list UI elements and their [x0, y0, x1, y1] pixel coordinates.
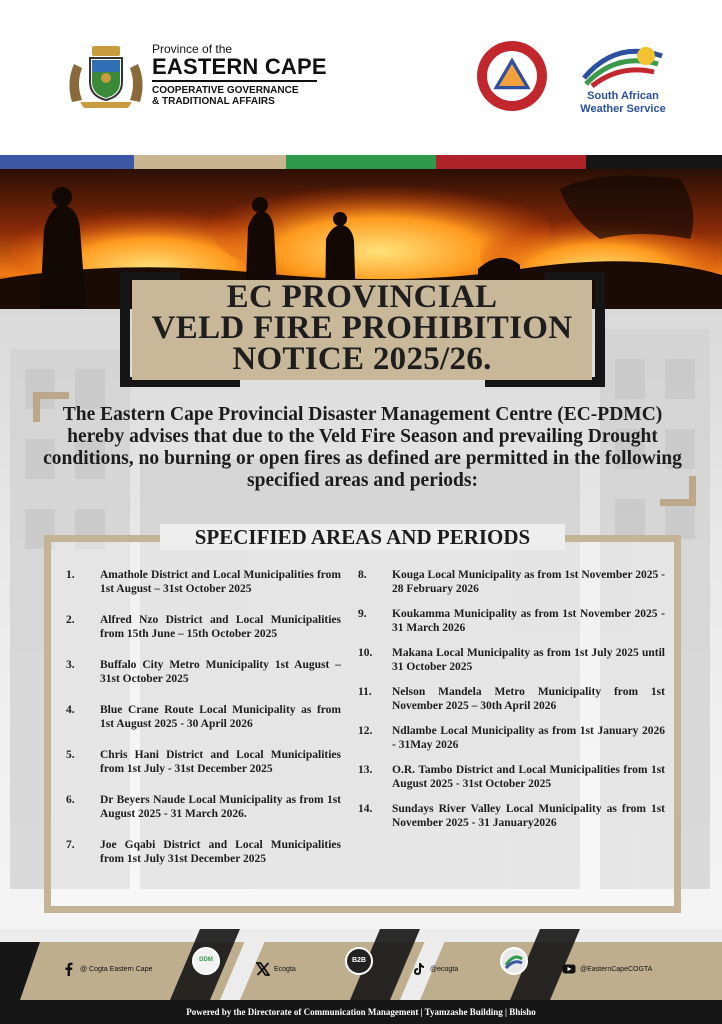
area-item: [358, 646, 665, 685]
area-text: Sundays River Valley Local Municipality as from 1st November 2025 - 31 January2026: [392, 803, 665, 829]
area-item: [358, 685, 665, 724]
area-text: Kouga Local Municipality as from 1st November 2025 - 28 February 2026: [392, 569, 665, 595]
title-line-1: EC PROVINCIAL: [226, 279, 498, 315]
footer: [0, 929, 722, 1024]
saws-name: [576, 90, 670, 116]
powered-by-bar: Powered by the Directorate of Communication Management | Tyamzashe Building | Bhisho: [0, 1000, 722, 1024]
youtube-link[interactable]: [562, 949, 652, 989]
tiktok-handle: @ecogta: [430, 965, 459, 973]
area-text: Dr Beyers Naude Local Municipality as from 1st August 2025 - 31 March 2026.: [100, 794, 341, 820]
saws-line-2: Weather Service: [580, 103, 666, 115]
areas-column-left: [66, 568, 341, 883]
intro-paragraph: The Eastern Cape Provincial Disaster Management Centre (EC-PDMC) hereby advises that due to the Veld Fire Season and prevailing Drought conditions, no burning or open fires as defined are permitted in the following specified areas and periods:: [43, 404, 682, 491]
b2b-logo: [345, 947, 373, 975]
area-number: 10.: [358, 647, 373, 659]
area-item: [66, 658, 341, 703]
color-segment: [286, 155, 436, 169]
area-text: Blue Crane Route Local Municipality as from 1st August 2025 - 30 April 2026: [100, 704, 341, 730]
saws-logo: [576, 38, 670, 120]
area-number: 5.: [66, 749, 75, 761]
area-number: 7.: [66, 839, 75, 851]
b2b-label: B2B: [351, 957, 366, 964]
province-name: EASTERN CAPE: [152, 54, 327, 79]
area-number: 6.: [66, 794, 75, 806]
area-item: [358, 763, 665, 802]
area-text: Nelson Mandela Metro Municipality from 1st November 2025 – 30th April 2026: [392, 686, 665, 712]
x-handle: Ecogta: [274, 965, 296, 973]
color-segment: [586, 155, 722, 169]
ddm-logo: [192, 947, 220, 975]
tiktok-icon: [412, 962, 426, 976]
area-number: 9.: [358, 608, 367, 620]
area-number: 14.: [358, 803, 373, 815]
area-text: Koukamma Municipality as from 1st November 2025 - 31 March 2026: [392, 608, 665, 634]
area-text: Amathole District and Local Municipalities from 1st August – 31st October 2025: [100, 569, 341, 595]
x-link[interactable]: [256, 949, 296, 989]
areas-column-right: [358, 568, 665, 841]
area-text: Chris Hani District and Local Municipalities from 1st July - 31st December 2025: [100, 749, 341, 775]
area-item: [66, 613, 341, 658]
ddm-label: DDM: [199, 957, 213, 963]
department-line-1: COOPERATIVE GOVERNANCE: [152, 85, 299, 96]
area-text: Buffalo City Metro Municipality 1st August – 31st October 2025: [100, 659, 341, 685]
color-segment: [436, 155, 586, 169]
x-icon: [256, 962, 270, 976]
area-number: 8.: [358, 569, 367, 581]
divider: [152, 80, 317, 82]
province-line: Province of the: [152, 42, 233, 56]
area-item: [66, 838, 341, 883]
color-segment: [0, 155, 134, 169]
area-text: Ndlambe Local Municipality as from 1st January 2026 - 31May 2026: [392, 725, 665, 751]
area-item: [358, 802, 665, 841]
page-title: [132, 279, 592, 377]
saws-line-1: South African: [587, 90, 659, 102]
youtube-handle: @EasternCapeCOGTA: [580, 965, 653, 973]
coat-of-arms-icon: [62, 42, 150, 110]
youtube-icon: [562, 962, 576, 976]
area-text: Alfred Nzo District and Local Municipalities from 15th June – 15th October 2025: [100, 614, 341, 640]
area-item: [66, 793, 341, 838]
area-number: 1.: [66, 569, 75, 581]
facebook-icon: [62, 962, 76, 976]
area-number: 11.: [358, 686, 372, 698]
area-text: Makana Local Municipality as from 1st July 2025 until 31 October 2025: [392, 647, 665, 673]
area-item: [358, 724, 665, 763]
saws-emblem-icon: [576, 38, 670, 88]
pdmc-logo: [476, 40, 548, 112]
areas-heading: SPECIFIED AREAS AND PERIODS: [194, 525, 531, 549]
area-item: [66, 568, 341, 613]
color-bar: [0, 155, 722, 169]
area-number: 3.: [66, 659, 75, 671]
province-wordmark: [152, 43, 332, 107]
facebook-handle: @ Cogta Eastern Cape: [80, 965, 153, 973]
area-number: 13.: [358, 764, 373, 776]
area-text: O.R. Tambo District and Local Municipalities from 1st August 2025 - 31st October 2025: [392, 764, 665, 790]
area-number: 12.: [358, 725, 373, 737]
area-item: [358, 607, 665, 646]
department-line-2: & TRADITIONAL AFFAIRS: [152, 96, 275, 107]
area-number: 2.: [66, 614, 75, 626]
emblem-icon: [502, 949, 526, 973]
area-item: [358, 568, 665, 607]
header: [0, 0, 722, 155]
title-line-3: NOTICE 2025/26.: [232, 341, 492, 377]
area-item: [66, 748, 341, 793]
department-round-logo: [500, 947, 528, 975]
facebook-link[interactable]: [62, 949, 152, 989]
area-item: [66, 703, 341, 748]
title-line-2: VELD FIRE PROHIBITION: [151, 310, 573, 346]
area-number: 4.: [66, 704, 75, 716]
area-text: Joe Gqabi District and Local Municipalities from 1st July 31st December 2025: [100, 839, 341, 865]
tiktok-link[interactable]: [412, 949, 458, 989]
color-segment: [134, 155, 286, 169]
